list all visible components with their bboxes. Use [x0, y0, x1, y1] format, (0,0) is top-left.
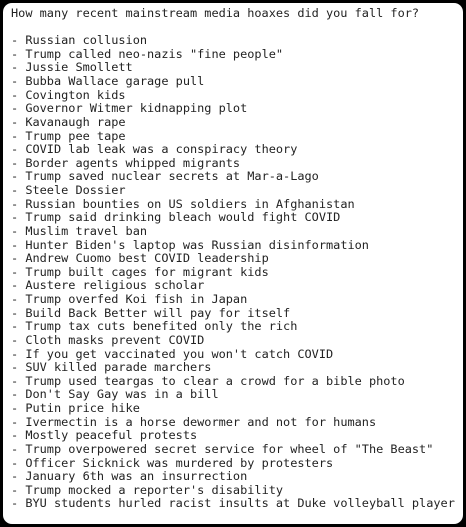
list-item — [11, 130, 455, 144]
list-item — [11, 198, 455, 212]
list-bullet: - — [11, 319, 26, 334]
list-item-text: Officer Sicknick was murdered by protesters — [25, 455, 334, 470]
list-bullet: - — [11, 401, 26, 416]
list-item-text: Mostly peaceful protests — [25, 428, 198, 443]
list-bullet: - — [11, 210, 26, 225]
list-item — [11, 116, 455, 130]
list-bullet: - — [11, 87, 26, 102]
list-item — [11, 102, 455, 116]
list-item — [11, 266, 455, 280]
list-bullet: - — [11, 33, 26, 48]
list-item-text: Governor Witmer kidnapping plot — [25, 101, 248, 116]
list-item — [11, 211, 455, 225]
list-item — [11, 184, 455, 198]
list-item-text: Putin price hike — [25, 401, 140, 416]
list-bullet: - — [11, 496, 26, 511]
list-bullet: - — [11, 74, 26, 89]
list-bullet: - — [11, 142, 26, 157]
list-bullet: - — [11, 441, 26, 456]
list-bullet: - — [11, 264, 26, 279]
list-item-text: Russian collusion — [25, 33, 148, 48]
list-bullet: - — [11, 278, 26, 293]
list-item-text: If you get vaccinated you won't catch COVID — [25, 346, 334, 361]
list-item-text: COVID lab leak was a conspiracy theory — [25, 142, 298, 157]
list-bullet: - — [11, 60, 26, 75]
list-bullet: - — [11, 128, 26, 143]
list-item-text: Kavanaugh rape — [25, 114, 126, 129]
list-bullet: - — [11, 305, 26, 320]
note-title: How many recent mainstream media hoaxes did you fall for? — [11, 6, 420, 20]
list-item — [11, 375, 455, 389]
list-item — [11, 61, 455, 75]
list-item — [11, 143, 455, 157]
list-item — [11, 320, 455, 334]
list-bullet: - — [11, 292, 26, 307]
list-item — [11, 402, 455, 416]
list-item — [11, 34, 455, 48]
list-item-text: Andrew Cuomo best COVID leadership — [25, 251, 269, 266]
list-bullet: - — [11, 482, 26, 497]
list-item — [11, 443, 455, 457]
list-bullet: - — [11, 196, 26, 211]
list-item-text: Trump overpowered secret service for wheel of "The Beast" — [25, 441, 434, 456]
list-bullet: - — [11, 101, 26, 116]
list-item — [11, 470, 455, 484]
note-card — [3, 3, 463, 524]
list-item — [11, 48, 455, 62]
list-bullet: - — [11, 332, 26, 347]
list-item — [11, 170, 455, 184]
list-bullet: - — [11, 223, 26, 238]
list-item-text: Trump mocked a reporter's disability — [25, 482, 284, 497]
list-bullet: - — [11, 114, 26, 129]
list-bullet: - — [11, 183, 26, 198]
list-item-text: Trump said drinking bleach would fight COVID — [25, 210, 341, 225]
list-item-text: Austere religious scholar — [25, 278, 205, 293]
list-item — [11, 279, 455, 293]
list-item-text: Steele Dossier — [25, 183, 126, 198]
list-item — [11, 307, 455, 321]
list-item — [11, 157, 455, 171]
list-item-text: Trump overfed Koi fish in Japan — [25, 292, 248, 307]
list-bullet: - — [11, 237, 26, 252]
list-item — [11, 239, 455, 253]
list-bullet: - — [11, 251, 26, 266]
list-bullet: - — [11, 346, 26, 361]
blank-line — [11, 21, 455, 35]
hoax-list — [11, 34, 455, 511]
list-item-text: Trump used teargas to clear a crowd for a bible photo — [25, 373, 405, 388]
list-item-text: Trump tax cuts benefited only the rich — [25, 319, 298, 334]
list-item — [11, 457, 455, 471]
list-item — [11, 416, 455, 430]
list-item — [11, 348, 455, 362]
list-bullet: - — [11, 155, 26, 170]
list-item-text: Jussie Smollett — [25, 60, 133, 75]
list-item-text: January 6th was an insurrection — [25, 469, 248, 484]
list-bullet: - — [11, 387, 26, 402]
list-item-text: SUV killed parade marchers — [25, 360, 212, 375]
list-bullet: - — [11, 169, 26, 184]
list-item-text: Trump built cages for migrant kids — [25, 264, 269, 279]
list-bullet: - — [11, 373, 26, 388]
list-item-text: Bubba Wallace garage pull — [25, 74, 205, 89]
list-item — [11, 484, 455, 498]
list-bullet: - — [11, 360, 26, 375]
list-item — [11, 388, 455, 402]
list-item — [11, 252, 455, 266]
list-item-text: Build Back Better will pay for itself — [25, 305, 291, 320]
list-item — [11, 225, 455, 239]
list-item-text: Covington kids — [25, 87, 126, 102]
list-item — [11, 89, 455, 103]
list-bullet: - — [11, 414, 26, 429]
list-item-text: Muslim travel ban — [25, 223, 148, 238]
list-item-text: Trump called neo-nazis "fine people" — [25, 46, 284, 61]
list-item-text: Hunter Biden's laptop was Russian disinformation — [25, 237, 369, 252]
list-item-text: Trump saved nuclear secrets at Mar-a-Lago — [25, 169, 319, 184]
list-bullet: - — [11, 46, 26, 61]
list-item — [11, 361, 455, 375]
list-item-text: Don't Say Gay was in a bill — [25, 387, 219, 402]
list-item — [11, 429, 455, 443]
list-item-text: Cloth masks prevent COVID — [25, 332, 205, 347]
list-item-text: Russian bounties on US soldiers in Afghanistan — [25, 196, 355, 211]
list-item-text: BYU students hurled racist insults at Duke volleyball player — [25, 496, 455, 511]
list-item — [11, 497, 455, 511]
list-item-text: Border agents whipped migrants — [25, 155, 241, 170]
list-item-text: Trump pee tape — [25, 128, 126, 143]
list-item — [11, 75, 455, 89]
list-bullet: - — [11, 428, 26, 443]
list-item — [11, 293, 455, 307]
list-bullet: - — [11, 469, 26, 484]
list-item-text: Ivermectin is a horse dewormer and not for humans — [25, 414, 377, 429]
list-bullet: - — [11, 455, 26, 470]
list-item — [11, 334, 455, 348]
